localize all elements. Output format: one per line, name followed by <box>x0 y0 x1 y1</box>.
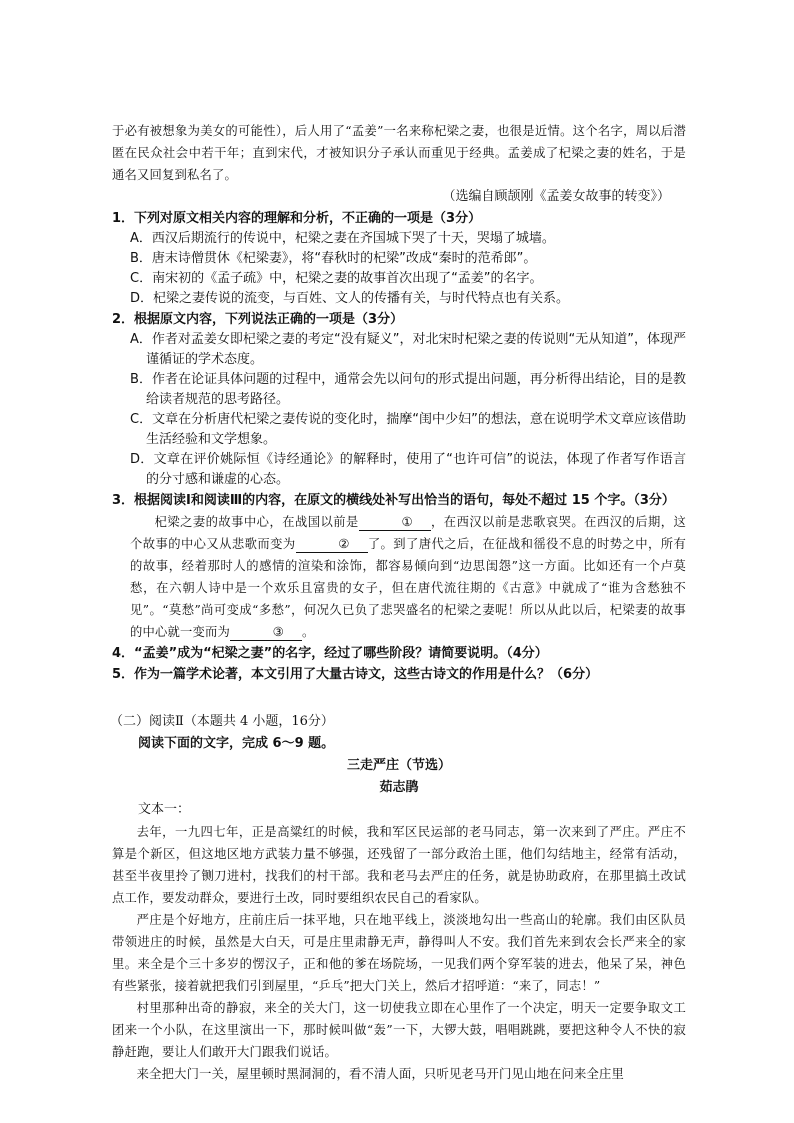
article-title: 三走严庄（节选） <box>346 758 451 773</box>
option-d: D．文章在评价姚际恒《诗经通论》的解释时，使用了“也许可信”的说法，体现了作者写作语言的分寸感和谦虚的心态。 <box>130 452 686 487</box>
question-3 <box>112 490 686 643</box>
question-stem: 2．根据原文内容，下列说法正确的一项是（3分） <box>112 312 404 327</box>
fill-text: 杞梁之妻的故事中心，在战国以前是 <box>154 515 359 529</box>
blank-3[interactable]: ③ <box>230 624 302 641</box>
fill-text: 了。到了唐代之后，在征战和徭役不息的时势之中，所有的故事，经着那时人的感情的渲染和涂饰，都容易倾向到“边思闺怨”这一方面。比如还有一个卢莫愁，在六朝人诗中是一个欢乐且富贵的女子，但在唐代流往期的《古意》中就成了“谁为含愁独不见”。“莫愁”尚可变成“多愁”，何况久已负了悲哭盛名的杞梁之妻呢！所以从此以后，杞梁妻的故事的中心就一变而为 <box>130 537 686 639</box>
article-paragraph: 严庄是个好地方，庄前庄后一抹平地，只在地平线上，淡淡地勾出一些高山的轮廓。我们由区队员带领进庄的时候，虽然是大白天，可是庄里肃静无声，静得叫人不安。我们首先来到农会长严来全的家里。来全是个三十多岁的愣汉子，正和他的爹在场院场，一见我们两个穿军装的进去，他呆了呆，神色有些紧张，接着就把我们引到屋里，“乒乓”把大门关上，然后才招呼道：“来了，同志！” <box>112 913 686 993</box>
option-b: B．作者在论证具体问题的过程中，通常会先以问句的形式提出问题，再分析得出结论，目的是教给读者规范的思考路径。 <box>130 372 686 407</box>
section-instruction: 阅读下面的文字，完成 6～9 题。 <box>138 736 335 751</box>
blank-1[interactable]: ① <box>359 514 431 531</box>
article-paragraph: 去年，一九四七年，正是高粱红的时候，我和军区民运部的老马同志，第一次来到了严庄。严庄不算是个新区，但这地区地方武装力量不够强，还残留了一部分政治土匪，他们勾结地主，经常有活动，甚至半夜里拎了铡刀进村，找我们的村干部。我和老马去严庄的任务，就是协助政府，在那里搞土改试点工作，要发动群众，要进行土改，同时要组织农民自己的看家队。 <box>112 825 686 905</box>
fill-text: 。 <box>301 625 315 639</box>
option-a: A．作者对孟姜女即杞梁之妻的考定“没有疑义”，对北宋时杞梁之妻的传说则“无从知道”，体现严谨循证的学术态度。 <box>130 332 686 367</box>
passage-paragraph: 于必有被想象为美女的可能性），后人用了“孟姜”一名来称杞梁之妻，也很是近情。这个名字，周以后潜匿在民众社会中若干年；直到宋代，才被知识分子承认而重见于经典。孟姜成了杞梁之妻的姓名，于是通名又回复到私名了。 <box>112 124 686 182</box>
blank-2[interactable]: ② <box>296 536 368 553</box>
option-d: D．杞梁之妻传说的流变，与百姓、文人的传播有关，与时代特点也有关系。 <box>130 291 570 306</box>
question-1 <box>112 208 686 309</box>
article-paragraph: 来全把大门一关，屋里顿时黑洞洞的，看不清人面，只听见老马开门见山地在问来全庄里 <box>136 1067 624 1081</box>
question-5: 5．作为一篇学术论著，本文引用了大量古诗文，这些古诗文的作用是什么？（6分） <box>112 667 599 682</box>
fill-in-paragraph <box>130 511 686 643</box>
text-label: 文本一： <box>138 802 191 817</box>
article-paragraph: 村里那种出奇的静寂，来全的关大门，这一切使我立即在心里作了一个决定，明天一定要争取文工团来一个小队，在这里演出一下，那时候叫做“轰”一下，大锣大鼓，唱唱跳跳，要把这种令人不快的寂静赶跑，要让人们敢开大门跟我们说话。 <box>112 1001 686 1059</box>
option-b: B．唐末诗僧贯休《杞梁妻》，将“春秋时的杞梁”改成“秦时的范希郎”。 <box>130 251 537 266</box>
question-stem: 3．根据阅读Ⅰ和阅读Ⅲ的内容，在原文的横线处补写出恰当的语句，每处不超过 15 个字。（3分） <box>112 493 675 508</box>
section-heading: （二）阅读Ⅱ（本题共 4 小题，16分） <box>110 714 334 729</box>
source-citation: （选编自顾颉刚《孟姜女故事的转变》） <box>442 189 670 204</box>
question-4: 4．“孟姜”成为“杞梁之妻”的名字，经过了哪些阶段？请简要说明。（4分） <box>112 646 548 661</box>
passage-top <box>112 120 686 186</box>
option-c: C．南宋初的《孟子疏》中，杞梁之妻的故事首次出现了“孟姜”的名字。 <box>130 271 543 286</box>
reading-section-2 <box>112 711 686 1085</box>
fill-text: ，在西汉以前是悲歌哀哭。在西汉的后期，这个故事的中心又从悲歌而变为 <box>130 515 686 551</box>
question-2 <box>112 309 686 490</box>
article-author: 茹志鹃 <box>379 780 419 795</box>
exam-page <box>112 120 686 1085</box>
option-c: C．文章在分析唐代杞梁之妻传说的变化时，揣摩“闺中少妇”的想法，意在说明学术文章应该借助生活经验和文学想象。 <box>130 412 686 447</box>
question-stem: 1．下列对原文相关内容的理解和分析，不正确的一项是（3分） <box>112 211 482 226</box>
option-a: A．西汉后期流行的传说中，杞梁之妻在齐国城下哭了十天，哭塌了城墙。 <box>130 231 555 246</box>
